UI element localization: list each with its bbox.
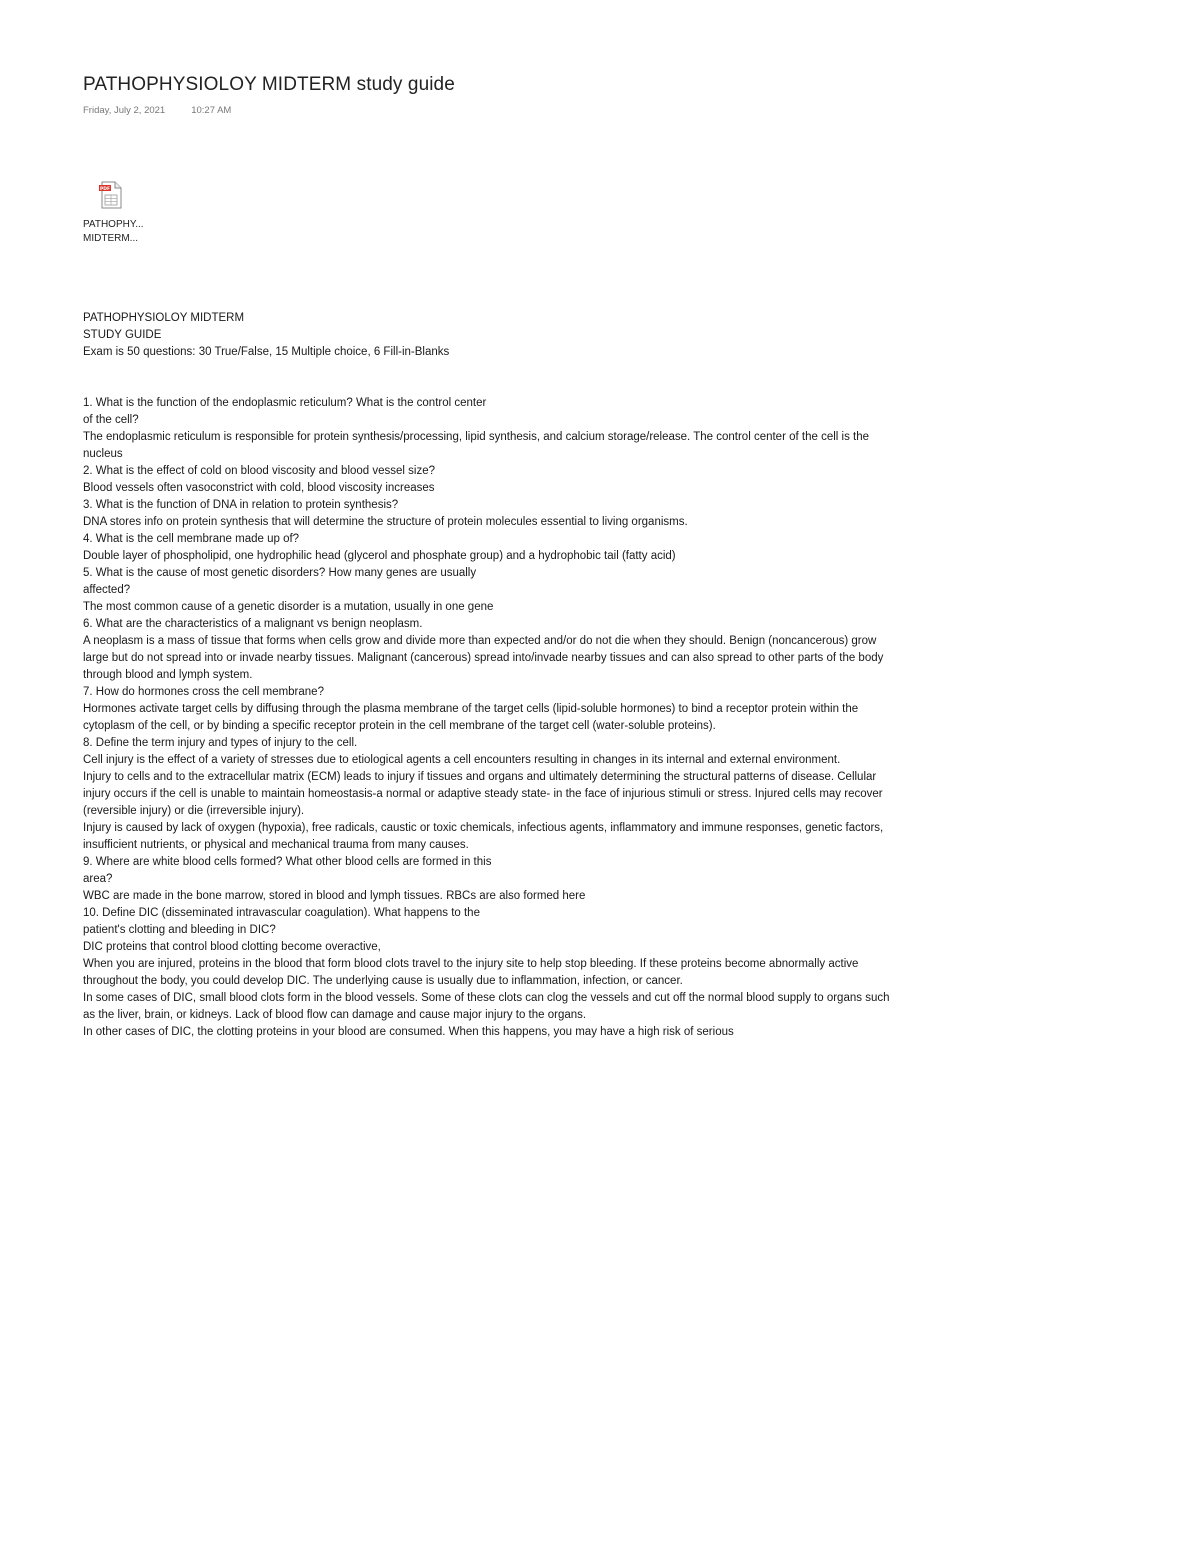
pdf-file-icon — [96, 180, 126, 210]
answer-1: The endoplasmic reticulum is responsible for protein synthesis/processing, lipid synthesis, and calcium storage/release. The control center of the cell is the nucleus — [83, 431, 870, 460]
question-4: 4. What is the cell membrane made up of? — [83, 533, 300, 545]
question-5: 5. What is the cause of most genetic disorders? How many genes are usually affected? — [83, 567, 477, 596]
question-2: 2. What is the effect of cold on blood viscosity and blood vessel size? — [83, 465, 436, 477]
attachment-name-line2: MIDTERM... — [83, 233, 138, 244]
page-time: 10:27 AM — [191, 105, 232, 116]
answer-10: In other cases of DIC, the clotting proteins in your blood are consumed. When this happens, you may have a high risk of serious — [83, 1026, 734, 1038]
question-6: 6. What are the characteristics of a malignant vs benign neoplasm. — [83, 618, 423, 630]
answer-8: Injury is caused by lack of oxygen (hypoxia), free radicals, caustic or toxic chemicals, infectious agents, inflammatory and immune responses, genetic factors, insufficient nutrients, or physical and mechanical trauma from many causes. — [83, 822, 884, 851]
answer-5: The most common cause of a genetic disorder is a mutation, usually in one gene — [83, 601, 494, 613]
question-8: 8. Define the term injury and types of injury to the cell. — [83, 737, 358, 749]
page-date: Friday, July 2, 2021 — [83, 105, 166, 116]
question-9: 9. Where are white blood cells formed? What other blood cells are formed in this area? — [83, 856, 492, 885]
answer-7: Hormones activate target cells by diffusing through the plasma membrane of the target cells (lipid-soluble hormones) to bind a receptor protein within the cytoplasm of the cell, or by binding a specific receptor protein in the cell membrane of the target cell (water-soluble proteins). — [83, 703, 859, 732]
page-timestamp — [83, 105, 231, 116]
intro-block — [83, 310, 893, 361]
answer-3: DNA stores info on protein synthesis that will determine the structure of protein molecules essential to living organisms. — [83, 516, 688, 528]
answer-8: Injury to cells and to the extracellular matrix (ECM) leads to injury if tissues and organs and ultimately determining the structural patterns of disease. Cellular injury occurs if the cell is unable to maintain homeostasis-a normal or adaptive steady state- in the face of injurious stimuli or stress. Injured cells may recover (reversible injury) or die (irreversible injury). — [83, 771, 883, 817]
question-7: 7. How do hormones cross the cell membrane? — [83, 686, 324, 698]
attachment-filename — [83, 218, 144, 246]
answer-4: Double layer of phospholipid, one hydrophilic head (glycerol and phosphate group) and a hydrophobic tail (fatty acid) — [83, 550, 676, 562]
answer-10: In some cases of DIC, small blood clots form in the blood vessels. Some of these clots can clog the vessels and cut off the normal blood supply to organs such as the liver, brain, or kidneys. Lack of blood flow can damage and cause major injury to the organs. — [83, 992, 890, 1021]
question-10: 10. Define DIC (disseminated intravascular coagulation). What happens to the patient's clotting and bleeding in DIC? — [83, 907, 480, 936]
page-title: PATHOPHYSIOLOY MIDTERM study guide — [83, 74, 455, 95]
note-body — [83, 310, 893, 1041]
attachment-name-line1: PATHOPHY... — [83, 219, 144, 230]
answer-6: A neoplasm is a mass of tissue that forms when cells grow and divide more than expected and/or do not die when they should. Benign (noncancerous) grow large but do not spread into or invade nearby tissues. Malignant (cancerous) spread into/invade nearby tissues and can also spread to other parts of the body through blood and lymph system. — [83, 635, 884, 681]
answer-8: Cell injury is the effect of a variety of stresses due to etiological agents a cell encounters resulting in changes in its internal and external environment. — [83, 754, 841, 766]
question-1: 1. What is the function of the endoplasmic reticulum? What is the control center of the cell? — [83, 397, 487, 426]
answer-2: Blood vessels often vasoconstrict with cold, blood viscosity increases — [83, 482, 435, 494]
svg-text:PDF: PDF — [99, 187, 111, 192]
intro-line: STUDY GUIDE — [83, 329, 162, 341]
intro-line: PATHOPHYSIOLOY MIDTERM — [83, 312, 245, 324]
answer-10: When you are injured, proteins in the blood that form blood clots travel to the injury site to help stop bleeding. If these proteins become abnormally active throughout the body, you could develop DIC. The underlying cause is usually due to inflammation, infection, or cancer. — [83, 958, 859, 987]
question-3: 3. What is the function of DNA in relation to protein synthesis? — [83, 499, 399, 511]
intro-line: Exam is 50 questions: 30 True/False, 15 Multiple choice, 6 Fill-in-Blanks — [83, 346, 450, 358]
answer-9: WBC are made in the bone marrow, stored in blood and lymph tissues. RBCs are also formed here — [83, 890, 586, 902]
answer-10: DIC proteins that control blood clotting become overactive, — [83, 941, 381, 953]
